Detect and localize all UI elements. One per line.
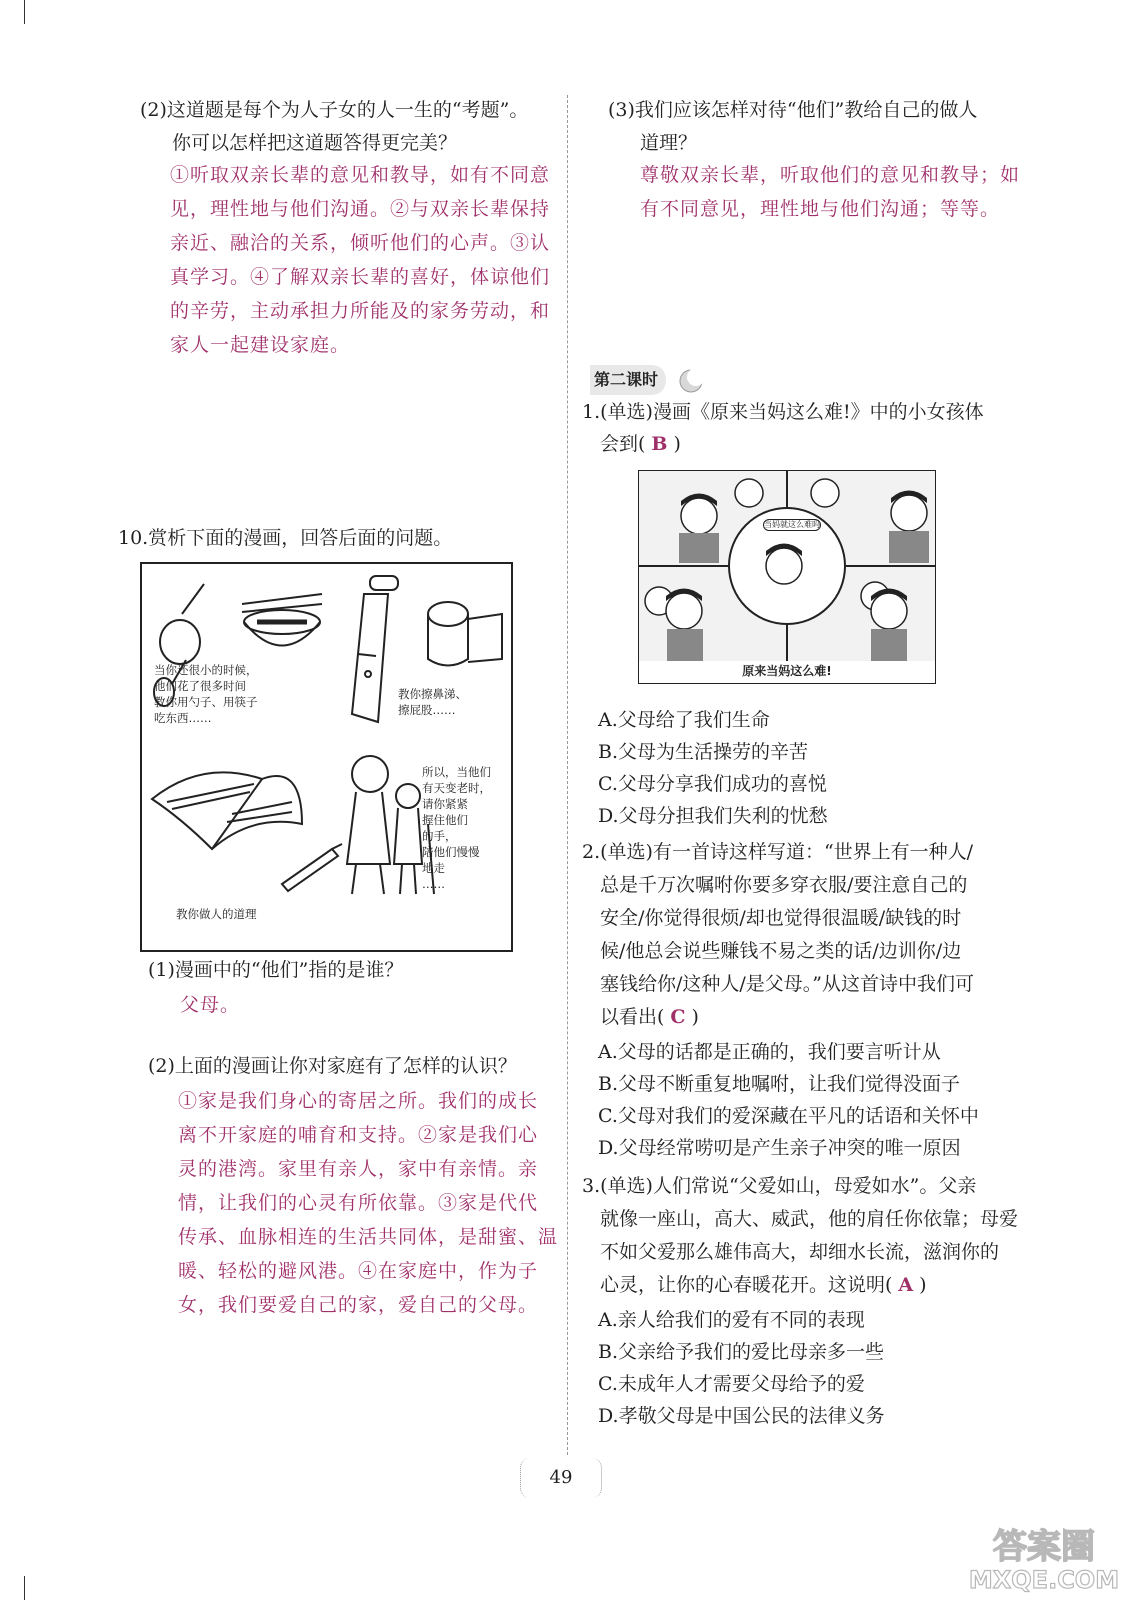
option-item: D.孝敬父母是中国公民的法律义务 — [598, 1405, 885, 1427]
p3-stem-end: 心灵，让你的心春暖花开。这说明( — [600, 1274, 893, 1296]
comic-parents — [140, 562, 513, 952]
comic-line: 有天变老时， — [422, 781, 491, 795]
comic-line: 所以，当他们 — [422, 765, 491, 779]
p3-answer: A — [898, 1274, 914, 1296]
p1-line1: 1.(单选)漫画《原来当妈这么难!》中的小女孩体 — [582, 401, 984, 423]
q3-prompt: (3)我们应该怎样对待“他们”教给自己的做人 — [608, 99, 978, 121]
option-item: D.父母经常唠叨是产生亲子冲突的唯一原因 — [598, 1137, 961, 1159]
comic-line: 教你用勺子、用筷子 — [154, 695, 258, 709]
lesson-label: 第二课时 — [590, 365, 666, 395]
sub1-question: (1)漫画中的“他们”指的是谁？ — [148, 959, 404, 981]
comic2-drawing — [639, 471, 935, 661]
answer-line: 有不同意见，理性地与他们沟通；等等。 — [640, 198, 1001, 220]
bowl-icon — [242, 594, 322, 646]
toilet-paper-icon — [428, 602, 502, 666]
q2-prompt-2: 你可以怎样把这道题答得更完美？ — [172, 132, 458, 154]
p2-answer: C — [670, 1006, 686, 1028]
option-item: B.父亲给予我们的爱比母亲多一些 — [598, 1341, 885, 1363]
p3-line — [582, 1269, 1018, 1302]
answer-line: ①听取双亲长辈的意见和教导，如有不同意 — [170, 164, 551, 186]
option-item: B.父母为生活操劳的辛苦 — [598, 741, 809, 763]
comic-line: 请你紧紧 — [422, 797, 468, 811]
answer-line: 见，理性地与他们沟通。②与双亲长辈保持 — [170, 198, 551, 220]
q2-prompt: (2)这道题是每个为人子女的人一生的“考题”。 — [140, 99, 529, 121]
comic-line: 吃东西…… — [154, 711, 212, 725]
p1-stem: 会到( — [600, 433, 646, 455]
answer-line: 情，让我们的心灵有所依靠。③家是代代 — [178, 1192, 539, 1214]
comic-line: …… — [422, 877, 445, 891]
p2-line: 安全/你觉得很烦/却也觉得很温暖/缺钱的时 — [600, 907, 962, 929]
option-item: C.未成年人才需要父母给予的爱 — [598, 1373, 865, 1395]
option-item: A.亲人给我们的爱有不同的表现 — [598, 1309, 865, 1331]
lesson-tag — [590, 365, 710, 395]
comic-line: 陪他们慢慢 — [422, 845, 480, 859]
p2-stem-end: 以看出( — [600, 1006, 665, 1028]
comic-mom-hard — [638, 470, 936, 684]
p3-line: 3.(单选)人们常说“父爱如山，母爱如水”。父亲 — [582, 1175, 977, 1197]
comic-drawing — [142, 564, 511, 950]
watermark-drawing — [956, 1520, 1132, 1594]
option-item: C.父母对我们的爱深藏在平凡的话语和关怀中 — [598, 1105, 979, 1127]
comic-text-2 — [398, 686, 498, 718]
towel-icon — [352, 576, 398, 722]
p2-line: 候/他总会说些赚钱不易之类的话/边训你/边 — [600, 940, 962, 962]
q3-answer — [640, 158, 1020, 226]
p2-close: ) — [691, 1006, 699, 1028]
comic-text-4: 教你做人的道理 — [176, 907, 257, 921]
answer-line: 真学习。④了解双亲长辈的喜好，体谅他们 — [170, 266, 551, 288]
sub2-answer — [178, 1084, 558, 1322]
comic2-caption: 原来当妈这么难! — [742, 664, 832, 678]
p1-close: ) — [673, 433, 681, 455]
book-icon — [152, 772, 302, 849]
watermark-bottom: MXQE.COM — [968, 1566, 1120, 1594]
sub2-question: (2)上面的漫画让你对家庭有了怎样的认识？ — [148, 1055, 517, 1077]
p1-options — [598, 704, 828, 832]
comic-text-3 — [422, 764, 510, 892]
column-divider — [567, 95, 568, 1455]
answer-line: 亲近、融洽的关系，倾听他们的心声。③认 — [170, 232, 551, 254]
answer-line: 女，我们要爱自己的家，爱自己的父母。 — [178, 1294, 539, 1316]
comic-line: 当你还很小的时候， — [154, 663, 258, 677]
p3-stem — [582, 1170, 1018, 1302]
answer-line: 家人一起建设家庭。 — [170, 334, 351, 356]
p3-close: ) — [919, 1274, 927, 1296]
p2-line: 2.(单选)有一首诗这样写道：“世界上有一种人/ — [582, 841, 974, 863]
p2-line: 塞钱给你/这种人/是父母。”从这首诗中我们可 — [600, 973, 975, 995]
option-item: A.父母给了我们生命 — [598, 709, 770, 731]
watermark-logo — [956, 1520, 1132, 1594]
comic-line: 擦屁股…… — [398, 703, 456, 717]
comic-line: 握住他们 — [422, 813, 468, 827]
comic-line: 他们花了很多时间 — [154, 679, 246, 693]
comic-text-1 — [154, 662, 314, 726]
answer-line: 灵的港湾。家里有亲人，家中有亲情。亲 — [178, 1158, 539, 1180]
q10-title: 10.赏析下面的漫画，回答后面的问题。 — [118, 527, 453, 549]
answer-line: 传承、血脉相连的生活共同体，是甜蜜、温 — [178, 1226, 559, 1248]
answer-line: 的辛劳，主动承担力所能及的家务劳动，和 — [170, 300, 551, 322]
p3-line: 不如父爱那么雄伟高大，却细水长流，滋润你的 — [600, 1241, 1000, 1263]
crop-mark-top-left — [6, 0, 25, 24]
comic-line: 地走 — [422, 861, 445, 875]
comic-line: 教你擦鼻涕、 — [398, 687, 467, 701]
watermark-top: 答案圈 — [993, 1527, 1095, 1567]
p2-stem — [582, 836, 974, 1034]
answer-line: 暖、轻松的避风港。④在家庭中，作为子 — [178, 1260, 539, 1282]
p1-line2 — [600, 428, 681, 461]
p2-options — [598, 1036, 979, 1164]
crop-mark-bottom-left — [6, 1576, 25, 1600]
q3-prompt-2: 道理？ — [640, 132, 698, 154]
p1-answer: B — [651, 433, 668, 455]
answer-line: 尊敬双亲长辈，听取他们的意见和教导；如 — [640, 164, 1021, 186]
pen-icon — [282, 844, 342, 891]
option-item: D.父母分担我们失利的忧愁 — [598, 805, 828, 827]
comic2-bubble: 当妈就这么难吗 — [764, 520, 820, 529]
option-item: A.父母的话都是正确的，我们要言听计从 — [598, 1041, 941, 1063]
sub1-answer: 父母。 — [180, 994, 241, 1016]
page-number: 49 — [520, 1458, 602, 1498]
option-item: B.父母不断重复地嘱咐，让我们觉得没面子 — [598, 1073, 961, 1095]
p3-options — [598, 1304, 885, 1432]
comic-line: 的手， — [422, 829, 457, 843]
p2-line — [582, 1001, 974, 1034]
q2-answer — [170, 158, 550, 362]
option-item: C.父母分享我们成功的喜悦 — [598, 773, 827, 795]
answer-line: ①家是我们身心的寄居之所。我们的成长 — [178, 1090, 539, 1112]
p3-line: 就像一座山，高大、威武，他的肩任你依靠；母爱 — [600, 1208, 1019, 1230]
elderly-figures — [347, 756, 434, 894]
answer-line: 离不开家庭的哺育和支持。②家是我们心 — [178, 1124, 539, 1146]
moon-icon — [676, 365, 706, 395]
p2-line: 总是千万次嘱咐你要多穿衣服/要注意自己的 — [600, 874, 968, 896]
